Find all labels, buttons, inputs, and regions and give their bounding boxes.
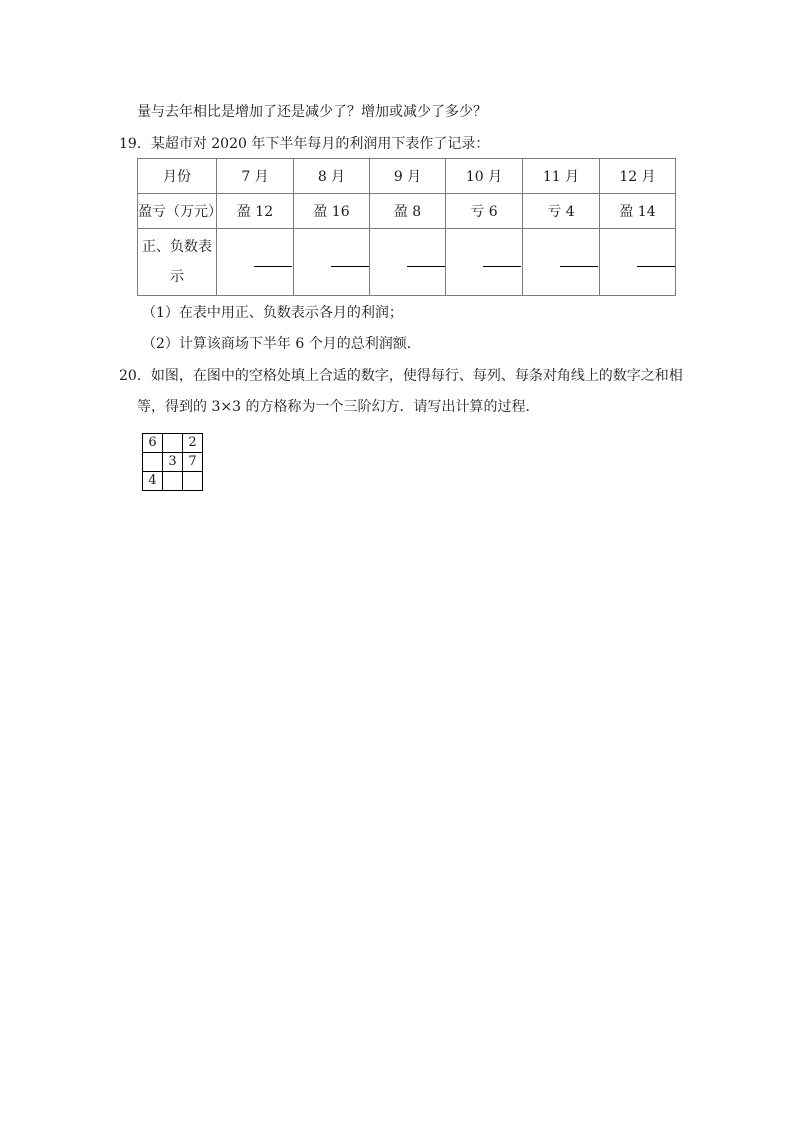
answer-blank[interactable] [254,252,292,267]
answer-blank[interactable] [331,252,369,267]
magic-square-cell: 7 [183,453,203,472]
profit-table [137,158,676,296]
answer-blank[interactable] [407,252,445,267]
magic-square-cell: 2 [183,434,203,453]
month-cell: 9 月 [370,159,446,194]
table-row-signed [138,229,676,296]
question-20-line-1: 20．如图，在图中的空格处填上合适的数字，使得每行、每列、每条对角线上的数字之和相 [119,368,683,384]
profit-cell: 盈 8 [370,194,446,229]
answer-blank-cell[interactable] [370,229,446,296]
magic-square-cell: 4 [143,472,163,491]
month-cell: 7 月 [217,159,294,194]
profit-cell: 盈 14 [600,194,676,229]
magic-square-grid [142,433,203,491]
answer-blank-cell[interactable] [523,229,600,296]
month-cell: 12 月 [600,159,676,194]
answer-blank[interactable] [637,252,675,267]
profit-cell: 亏 4 [523,194,600,229]
month-header-cell: 月份 [138,159,217,194]
question-19-part-1: （1）在表中用正、负数表示各月的利润； [142,305,403,321]
magic-square-row [143,434,203,453]
answer-blank-cell[interactable] [446,229,523,296]
month-cell: 8 月 [294,159,370,194]
magic-square-cell: 3 [163,453,183,472]
profit-cell: 盈 16 [294,194,370,229]
answer-blank-cell[interactable] [600,229,676,296]
answer-blank-cell[interactable] [217,229,294,296]
question-19-part-2: （2）计算该商场下半年 6 个月的总利润额． [142,336,421,352]
magic-square-cell[interactable] [163,472,183,491]
answer-blank[interactable] [483,252,521,267]
signed-header-cell [138,229,217,296]
magic-square-cell[interactable] [143,453,163,472]
magic-square-cell[interactable] [183,472,203,491]
question-20-line-2: 等，得到的 3×3 的方格称为一个三阶幻方．请写出计算的过程． [137,399,540,415]
previous-question-tail: 量与去年相比是增加了还是减少了？增加或减少了多少？ [137,104,487,120]
month-cell: 10 月 [446,159,523,194]
question-19-stem: 19．某超市对 2020 年下半年每月的利润用下表作了记录： [119,136,490,152]
profit-cell: 盈 12 [217,194,294,229]
month-cell: 11 月 [523,159,600,194]
profit-header-cell: 盈亏（万元） [138,194,217,229]
magic-square-row [143,472,203,491]
answer-blank-cell[interactable] [294,229,370,296]
magic-square-cell[interactable] [163,434,183,453]
magic-square-row [143,453,203,472]
table-row-months [138,159,676,194]
magic-square-cell: 6 [143,434,163,453]
table-row-profits [138,194,676,229]
answer-blank[interactable] [560,252,598,267]
signed-header-label: 正、负数表示 [142,239,212,285]
profit-cell: 亏 6 [446,194,523,229]
